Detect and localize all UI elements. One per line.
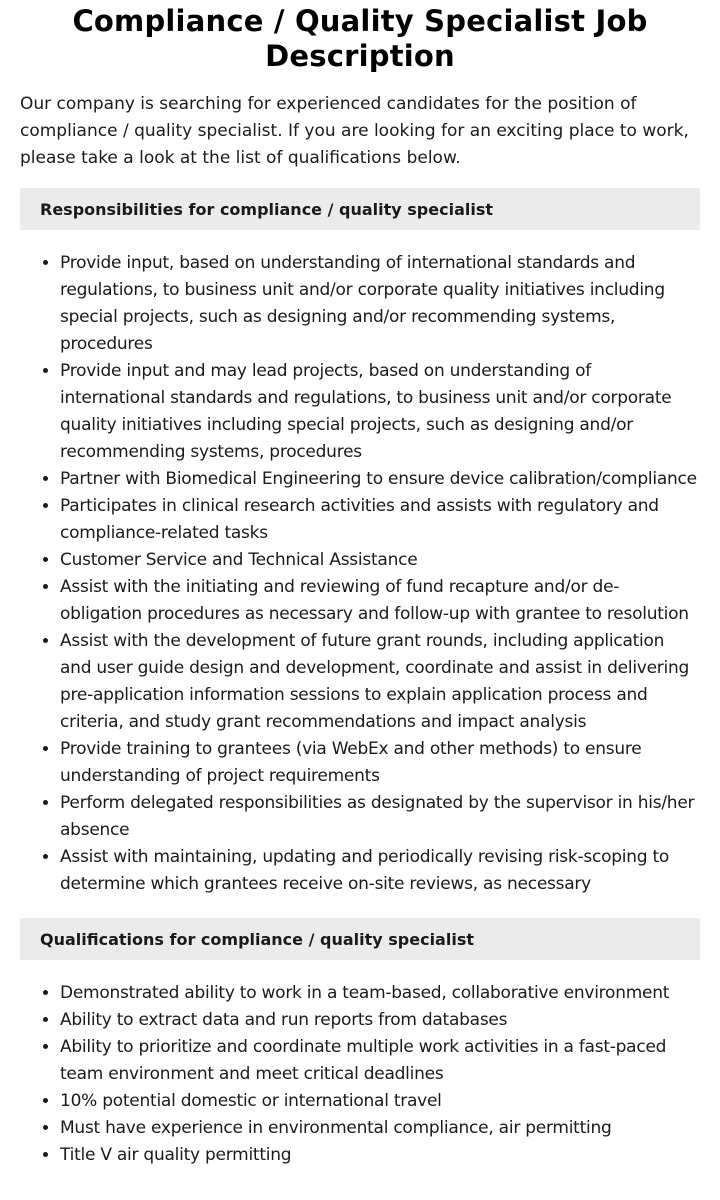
list-item: • Provide input and may lead projects, based on understanding of international standards and regulations, to business unit and/or corporate quality initiatives including special projects, such as designing and/or recommending systems, procedures (60, 358, 700, 466)
qualifications-heading: Qualifications for compliance / quality specialist (20, 918, 700, 960)
list-item: • 10% potential domestic or international travel (60, 1088, 700, 1115)
responsibilities-heading: Responsibilities for compliance / quality specialist (20, 188, 700, 230)
list-item: • Ability to extract data and run reports from databases (60, 1007, 700, 1034)
list-item: • Customer Service and Technical Assistance (60, 547, 700, 574)
list-item: • Partner with Biomedical Engineering to ensure device calibration/compliance (60, 466, 700, 493)
page-title: Compliance / Quality Specialist Job Description (72, 4, 648, 73)
list-item: • Assist with the development of future grant rounds, including application and user guide design and development, coordinate and assist in delivering pre-application information sessions to explain application process and criteria, and study grant recommendations and impact analysis (60, 628, 700, 736)
qualifications-list (20, 980, 700, 1169)
list-item: • Assist with the initiating and reviewing of fund recapture and/or de-obligation procedures as necessary and follow-up with grantee to resolution (60, 574, 700, 628)
list-item: • Participates in clinical research activities and assists with regulatory and compliance-related tasks (60, 493, 700, 547)
list-item: • Title V air quality permitting (60, 1142, 700, 1169)
intro-paragraph: Our company is searching for experienced candidates for the position of compliance / quality specialist. If you are looking for an exciting place to work, please take a look at the list of qualifications below. (20, 94, 689, 168)
list-item: • Must have experience in environmental compliance, air permitting (60, 1115, 700, 1142)
list-item: • Perform delegated responsibilities as designated by the supervisor in his/her absence (60, 790, 700, 844)
list-item: • Ability to prioritize and coordinate multiple work activities in a fast-paced team environment and meet critical deadlines (60, 1034, 700, 1088)
list-item: • Provide input, based on understanding of international standards and regulations, to business unit and/or corporate quality initiatives including special projects, such as designing and/or recommending systems, procedures (60, 250, 700, 358)
responsibilities-list (20, 250, 700, 898)
list-item: • Provide training to grantees (via WebEx and other methods) to ensure understanding of project requirements (60, 736, 700, 790)
list-item: • Demonstrated ability to work in a team-based, collaborative environment (60, 980, 700, 1007)
list-item: • Assist with maintaining, updating and periodically revising risk-scoping to determine which grantees receive on-site reviews, as necessary (60, 844, 700, 898)
